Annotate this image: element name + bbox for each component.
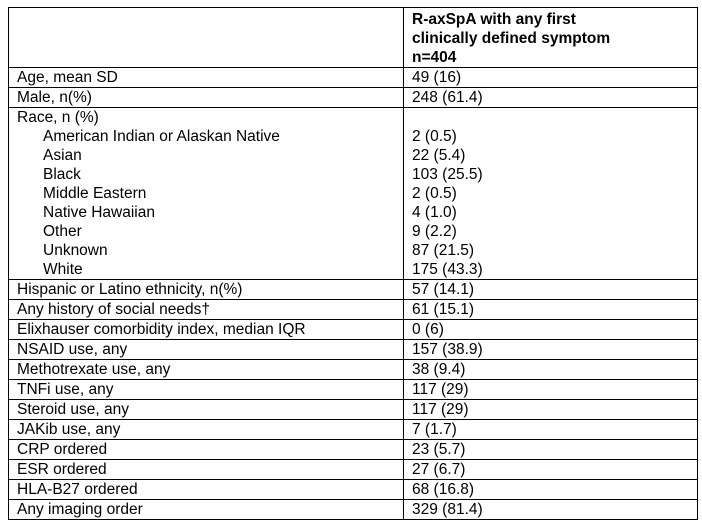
row-label: JAKib use, any (9, 420, 404, 440)
row-label: Race, n (%) (17, 109, 99, 126)
row-label: Steroid use, any (9, 400, 404, 420)
row-value: 2 (0.5) (412, 185, 457, 202)
row-value: 175 (43.3) (412, 261, 483, 278)
header-row (9, 8, 698, 68)
row-label: ESR ordered (9, 460, 404, 480)
table-row (9, 420, 698, 440)
row-label: NSAID use, any (9, 340, 404, 360)
header-empty-cell (9, 8, 404, 68)
row-value: 2 (0.5) (412, 128, 457, 145)
row-label: Age, mean SD (9, 68, 404, 88)
row-value: 7 (1.7) (404, 420, 698, 440)
table-row (9, 460, 698, 480)
row-label: American Indian or Alaskan Native (43, 128, 280, 145)
row-label: HLA-B27 ordered (9, 480, 404, 500)
race-group-labels (9, 108, 404, 280)
row-value: 38 (9.4) (404, 360, 698, 380)
row-value: 9 (2.2) (412, 223, 457, 240)
table-row (9, 88, 698, 108)
row-value: 22 (5.4) (412, 147, 466, 164)
row-value: 329 (81.4) (404, 500, 698, 520)
row-label: CRP ordered (9, 440, 404, 460)
table-row (9, 480, 698, 500)
row-label: Asian (43, 147, 82, 164)
row-value: 4 (1.0) (412, 204, 457, 221)
table-row (9, 320, 698, 340)
race-group-values (404, 108, 698, 280)
row-label: Middle Eastern (43, 185, 147, 202)
row-value: 248 (61.4) (404, 88, 698, 108)
row-value: 61 (15.1) (404, 300, 698, 320)
row-label: Any history of social needs† (9, 300, 404, 320)
row-label: Hispanic or Latino ethnicity, n(%) (9, 280, 404, 300)
table-row (9, 360, 698, 380)
row-label: Native Hawaiian (43, 204, 155, 221)
table-row (9, 400, 698, 420)
row-label: Male, n(%) (9, 88, 404, 108)
row-value: 23 (5.7) (404, 440, 698, 460)
row-label: TNFi use, any (9, 380, 404, 400)
table-row (9, 280, 698, 300)
row-value: 57 (14.1) (404, 280, 698, 300)
table-row (9, 380, 698, 400)
row-value: 87 (21.5) (412, 242, 475, 259)
row-value: 117 (29) (404, 380, 698, 400)
row-value: 157 (38.9) (404, 340, 698, 360)
table-row (9, 68, 698, 88)
table-row (9, 300, 698, 320)
row-label: Other (43, 223, 82, 240)
header-line: R-axSpA with any first (412, 11, 576, 28)
header-cohort-cell (404, 8, 698, 68)
row-value: 68 (16.8) (404, 480, 698, 500)
row-label: Elixhauser comorbidity index, median IQR (9, 320, 404, 340)
row-label: Methotrexate use, any (9, 360, 404, 380)
row-value: 117 (29) (404, 400, 698, 420)
row-value: 0 (6) (404, 320, 698, 340)
row-value: 103 (25.5) (412, 166, 483, 183)
row-value (412, 108, 697, 127)
race-group-row (9, 108, 698, 280)
header-line: clinically defined symptom (412, 30, 611, 47)
header-line: n=404 (412, 49, 457, 66)
row-value: 27 (6.7) (404, 460, 698, 480)
row-label: Black (43, 166, 81, 183)
row-value: 49 (16) (404, 68, 698, 88)
table-row (9, 340, 698, 360)
row-label: Any imaging order (9, 500, 404, 520)
table-row (9, 440, 698, 460)
characteristics-table (8, 7, 698, 520)
row-label: White (43, 261, 83, 278)
row-label: Unknown (43, 242, 108, 259)
